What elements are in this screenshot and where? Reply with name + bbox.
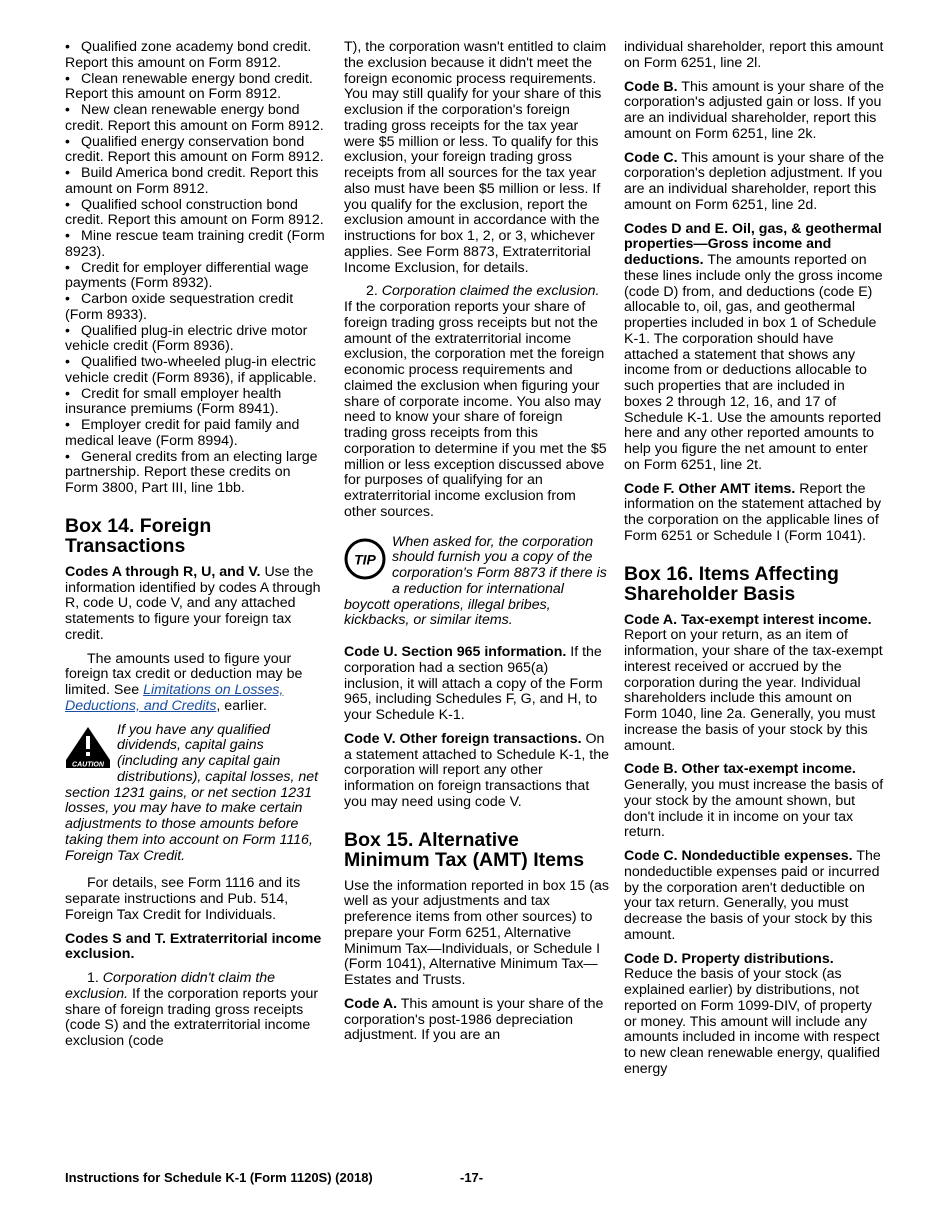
column-1 bbox=[65, 40, 327, 1058]
amounts-paragraph: The amounts used to figure your foreign tax credit or deduction may be limited. See Limitations on Losses, Deductions, and Credits, earlier. bbox=[65, 650, 303, 714]
caution-callout: CAUTION If you have any qualified dividends, capital gains (including any capital gain distributions), capital losses, net section 1231 gains, or net section 1231 losses, you may have to make certain adjustments to those amounts before taking them into account on Form 1116, Foreign Tax Credit. bbox=[65, 721, 319, 864]
codes-s-t-heading: Codes S and T. Extraterritorial income exclusion. bbox=[65, 930, 322, 963]
list-item: • New clean renewable energy bond credit. Report this amount on Form 8912. bbox=[65, 102, 324, 134]
codes-a-r-paragraph: Codes A through R, U, and V. Use the information identified by codes A through R, code U, code V, and any attached statements to figure your foreign tax credit. bbox=[65, 563, 321, 643]
list-item: • General credits from an electing large partnership. Report these credits on Form 3800, Part III, line 1bb. bbox=[65, 448, 318, 496]
box16-code-d-paragraph: Code D. Property distributions. Reduce the basis of your stock (as explained earlier) by distributions, not reported on Form 1099-DIV, of property or money. This amount will include any amounts included in income with respect to new clean renewable energy, qualified energy bbox=[624, 950, 881, 1077]
page-number: -17- bbox=[460, 1170, 484, 1185]
code-c-paragraph: Code C. This amount is your share of the corporation's depletion adjustment. If you are an individual shareholder, report this amount on Form 6251, line 2d. bbox=[624, 149, 884, 213]
credit-bullet-list bbox=[65, 40, 327, 497]
limitations-link[interactable]: Limitations on Losses, Deductions, and Credits bbox=[65, 682, 284, 714]
list-item: • Qualified two-wheeled plug-in electric vehicle credit (Form 8936), if applicable. bbox=[65, 354, 317, 386]
list-item: • Clean renewable energy bond credit. Report this amount on Form 8912. bbox=[65, 70, 313, 103]
list-item: • Credit for small employer health insurance premiums (Form 8941). bbox=[65, 385, 282, 418]
list-item: • Qualified energy conservation bond credit. Report this amount on Form 8912. bbox=[65, 133, 324, 166]
column-3 bbox=[624, 40, 886, 1086]
box14-heading: Box 14. Foreign Transactions bbox=[65, 514, 212, 558]
caution-triangle-icon bbox=[65, 726, 111, 773]
list-item: • Qualified school construction bond credit. Report this amount on Form 8912. bbox=[65, 196, 324, 229]
tip-icon bbox=[344, 538, 386, 585]
list-item: • Qualified plug-in electric drive motor vehicle credit (Form 8936). bbox=[65, 322, 308, 355]
code-a-continued-paragraph: individual shareholder, report this amount on Form 6251, line 2l. bbox=[624, 39, 884, 71]
code-v-paragraph: Code V. Other foreign transactions. On a statement attached to Schedule K-1, the corporation will report any other information on foreign transactions that you may need using code V. bbox=[344, 730, 610, 810]
code-b-paragraph: Code B. This amount is your share of the corporation's adjusted gain or loss. If you are an individual shareholder, report this amount on Form 6251, line 2k. bbox=[624, 78, 884, 142]
codes-d-e-paragraph: Codes D and E. Oil, gas, & geothermal properties—Gross income and deductions. The amounts reported on these lines include only the gross income (code D) from, and deductions (code E) allocable to, oil, gas, and geothermal properties included in box 1 of Schedule K-1. The corporation should have attached a statement that shows any income from or deductions allocable to such properties that are included in boxes 2 through 12, 16, and 17 of Schedule K-1. Use the amounts reported here and any other reported amounts to help you figure the net amount to enter on Form 6251, line 2t. bbox=[624, 220, 883, 473]
footer-title: Instructions for Schedule K-1 (Form 1120S) (2018) bbox=[65, 1170, 373, 1185]
box16-code-a-paragraph: Code A. Tax-exempt interest income. Report on your return, as an item of information, your share of the tax-exempt interest received or accrued by the corporation during the year. Individual shareholders include this amount on Form 1040, line 2a. Generally, you must increase the basis of your stock by this amount. bbox=[624, 611, 883, 754]
box15-heading: Box 15. Alternative Minimum Tax (AMT) Items bbox=[344, 828, 585, 871]
box16-heading: Box 16. Items Affecting Shareholder Basis bbox=[624, 562, 839, 605]
exclusion-continued-paragraph: T), the corporation wasn't entitled to claim the exclusion because it didn't meet the foreign economic process requirements. You may still qualify for your share of this exclusion if the corporation's foreign trading gross receipts for the tax year were $5 million or less. To qualify for this exclusion, your foreign trading gross receipts from all sources for the tax year also must have been $5 million or less. If you qualify for the exclusion, report the exclusion amount in accordance with the instructions for box 1, 2, or 3, whichever applies. See Form 8873, Extraterritorial Income Exclusion, for details. bbox=[344, 39, 607, 276]
box16-code-c-paragraph: Code C. Nondeductible expenses. The nondeductible expenses paid or incurred by the corporation aren't deductible on your tax return. Generally, you must decrease the basis of your stock by this amount. bbox=[624, 848, 881, 943]
column-2 bbox=[344, 40, 609, 1052]
list-item: • Carbon oxide sequestration credit (Form 8933). bbox=[65, 291, 294, 323]
code-u-paragraph: Code U. Section 965 information. If the corporation had a section 965(a) inclusion, it will attach a copy of the Form 965, including Schedules F, G, and H, to your Schedule K-1. bbox=[344, 644, 603, 723]
code-f-paragraph: Code F. Other AMT items. Report the information on the statement attached by the corporation on the applicable lines of Form 6251 or Schedule I (Form 1041). bbox=[624, 480, 882, 544]
tip-label: TIP bbox=[354, 551, 376, 567]
list-item: • Qualified zone academy bond credit. Report this amount on Form 8912. bbox=[65, 39, 312, 71]
caution-label: CAUTION bbox=[72, 761, 104, 768]
item-1-paragraph: 1. Corporation didn't claim the exclusion. If the corporation reports your share of foreign trading gross receipts (code S) and the extraterritorial income exclusion (code bbox=[65, 970, 319, 1049]
box15-intro-paragraph: Use the information reported in box 15 (as well as your adjustments and tax preference items from other sources) to prepare your Form 6251, Alternative Minimum Tax—Individuals, or Schedule I (Form 1041), Alternative Minimum Tax—Estates and Trusts. bbox=[344, 877, 609, 988]
tip-callout: TIP When asked for, the corporation should furnish you a copy of the corporation's Form 8873 if there is a reduction for international boycott operations, illegal bribes, kickbacks, or similar items. bbox=[344, 533, 607, 629]
code-a-paragraph: Code A. This amount is your share of the corporation's post-1986 depreciation adjustment. If you are an bbox=[344, 995, 604, 1044]
item-2-paragraph: 2. Corporation claimed the exclusion. If the corporation reports your share of foreign trading gross receipts but not the amount of the extraterritorial income exclusion, the corporation met the foreign economic process requirements and claimed the exclusion when figuring your share of corporate income. You also may need to know your share of foreign trading gross receipts from this corporation to determine if you met the $5 million or less exception discussed above for purposes of qualifying for an extraterritorial income exclusion from other sources. bbox=[344, 283, 607, 520]
list-item: • Mine rescue team training credit (Form 8923). bbox=[65, 228, 325, 260]
list-item: • Credit for employer differential wage payments (Form 8932). bbox=[65, 259, 309, 292]
box16-code-b-paragraph: Code B. Other tax-exempt income. Generally, you must increase the basis of your stock by the amount shown, but don't include it in income on your tax return. bbox=[624, 761, 884, 841]
list-item: • Employer credit for paid family and medical leave (Form 8994). bbox=[65, 417, 300, 449]
list-item: • Build America bond credit. Report this amount on Form 8912. bbox=[65, 165, 319, 197]
details-paragraph: For details, see Form 1116 and its separate instructions and Pub. 514, Foreign Tax Credit for Individuals. bbox=[65, 875, 301, 923]
